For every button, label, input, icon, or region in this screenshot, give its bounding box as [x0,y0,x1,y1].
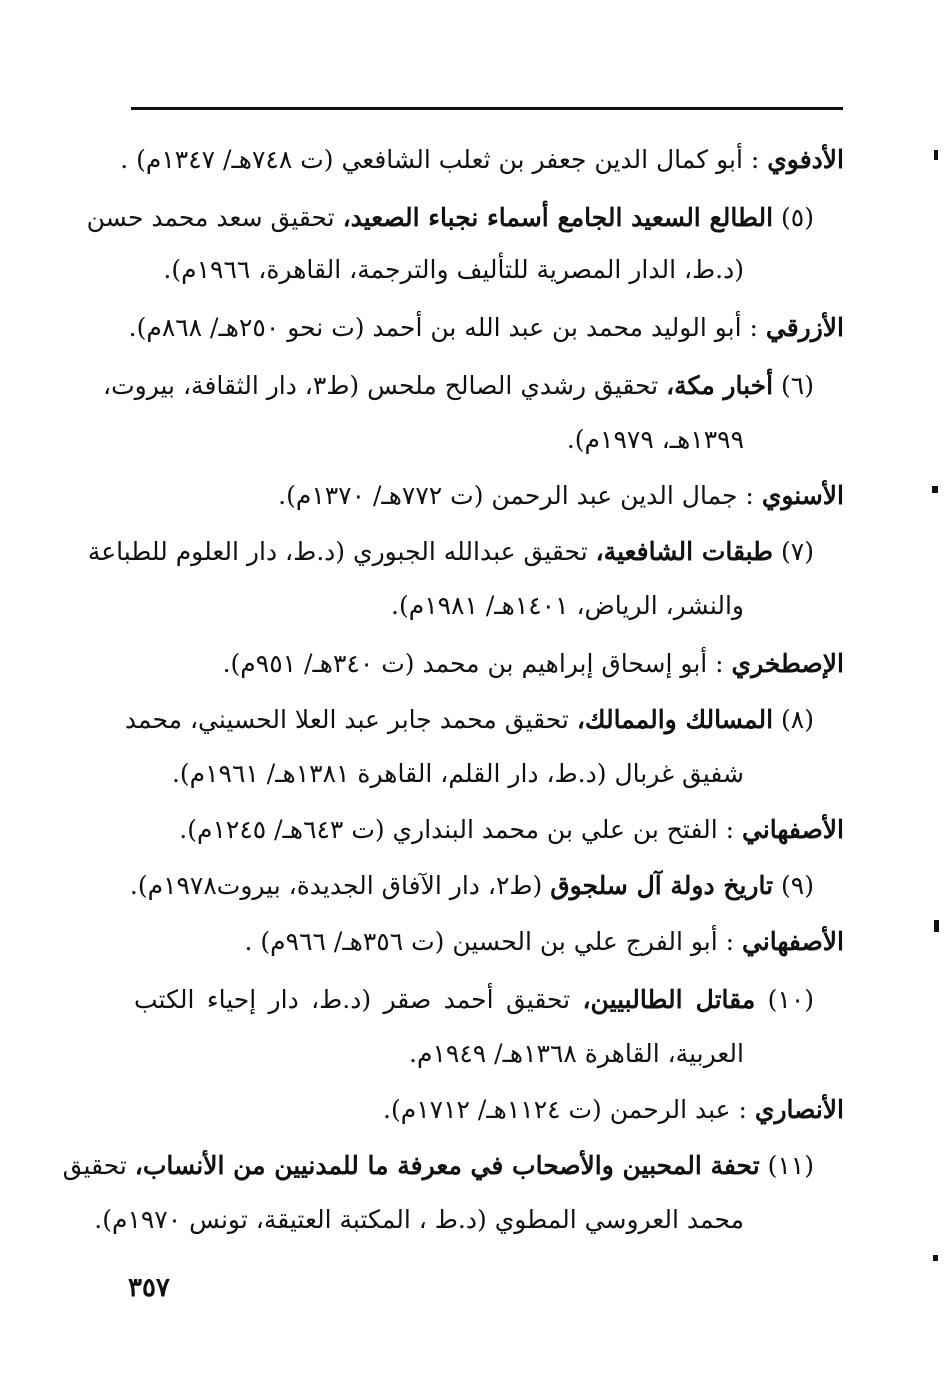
author-details: : جمال الدين عبد الرحمن (ت ٧٧٢هـ/ ١٣٧٠م). [278,481,762,510]
author-details: : الفتح بن علي بن محمد البنداري (ت ٦٤٣هـ/ ١٢٤٥م). [179,815,742,844]
page-number: ٣٥٧ [128,1273,170,1303]
entry-number: (٥) [781,203,814,232]
bib-entry-6 [103,366,814,406]
author-line-adfawi [120,140,844,180]
scan-speck [934,920,939,932]
entry-details: شفيق غربال (د.ط، دار القلم، القاهرة ١٣٨١هـ/ ١٩٦١م). [171,759,744,788]
entry-details: والنشر، الرياض، ١٤٠١هـ/ ١٩٨١م). [391,591,744,620]
entry-details: تحقيق محمد جابر عبد العلا الحسيني، محمد [124,705,577,734]
author-line-isfahani-1 [179,810,844,850]
author-line-azraqi [129,308,844,348]
header-rule [131,107,843,110]
entry-title: أخبار مكة، [666,371,774,400]
author-name: الأدفوي [767,145,844,174]
entry-details: محمد العروسي المطوي (د.ط ، المكتبة العتيقة، تونس ١٩٧٠م). [94,1205,744,1234]
bib-entry-5 [86,198,814,238]
scan-speck [933,1255,938,1261]
author-name: الإصطخري [731,649,844,678]
entry-details: تحقيق [62,1151,135,1180]
entry-title: المسالك والممالك، [576,705,774,734]
entry-number: (١٠) [767,985,815,1014]
author-line-istakhri [223,644,844,684]
author-name: الأزرقي [765,313,844,342]
entry-details: تحقيق سعد محمد حسن [86,203,343,232]
entry-title: الطالع السعيد الجامع أسماء نجباء الصعيد، [342,203,774,232]
author-name: الأصفهاني [741,815,844,844]
bib-entry-11 [62,1146,814,1186]
author-details: : أبو الوليد محمد بن عبد الله بن أحمد (ت نحو ٢٥٠هـ/ ٨٦٨م). [128,313,766,342]
bib-entry-8-cont [172,754,744,794]
author-line-isfahani-2 [245,922,844,962]
bib-entry-7 [87,532,814,572]
entry-title: تاريخ دولة آل سلجوق [550,871,774,900]
author-details: : أبو كمال الدين جعفر بن ثعلب الشافعي (ت ٧٤٨هـ/ ١٣٤٧م) . [120,145,768,174]
bib-entry-9 [130,866,814,906]
bib-entry-10-cont [409,1034,744,1074]
entry-title: مقاتل الطالبيين، [582,985,756,1014]
bib-entry-10 [134,980,814,1020]
author-name: الأسنوي [761,481,844,510]
author-name: الأصفهاني [741,927,844,956]
entry-number: (٦) [781,371,814,400]
bib-entry-5-cont [163,250,744,290]
entry-details: (ط٢، دار الآفاق الجديدة، بيروت١٩٧٨م). [129,871,551,900]
author-name: الأنصاري [754,1095,844,1124]
author-line-asnawi [278,476,844,516]
bib-entry-6-cont [567,420,744,460]
author-line-ansari [383,1090,844,1130]
bib-entry-7-cont [391,586,744,626]
scan-speck [932,486,938,493]
entry-details: تحقيق أحمد صقر (د.ط، دار إحياء الكتب [134,985,583,1014]
bib-entry-11-cont [94,1200,744,1240]
entry-details: تحقيق عبدالله الجبوري (د.ط، دار العلوم للطباعة [87,537,596,566]
entry-number: (٧) [781,537,814,566]
scan-speck [934,150,938,160]
entry-title: تحفة المحبين والأصحاب في معرفة ما للمدنيين من الأنساب، [134,1151,760,1180]
entry-number: (٩) [781,871,814,900]
entry-number: (١١) [767,1151,814,1180]
entry-details: تحقيق رشدي الصالح ملحس (ط٣، دار الثقافة، بيروت، [103,371,667,400]
author-details: : عبد الرحمن (ت ١١٢٤هـ/ ١٧١٢م). [383,1095,755,1124]
author-details: : أبو الفرج علي بن الحسين (ت ٣٥٦هـ/ ٩٦٦م) . [244,927,742,956]
entry-details: ١٣٩٩هـ، ١٩٧٩م). [566,425,744,454]
entry-title: طبقات الشافعية، [595,537,774,566]
entry-number: (٨) [781,705,814,734]
bib-entry-8 [124,700,814,740]
author-details: : أبو إسحاق إبراهيم بن محمد (ت ٣٤٠هـ/ ٩٥١م). [222,649,732,678]
entry-details: العربية، القاهرة ١٣٦٨هـ/ ١٩٤٩م. [409,1039,744,1068]
entry-details: (د.ط، الدار المصرية للتأليف والترجمة، القاهرة، ١٩٦٦م). [163,255,744,284]
